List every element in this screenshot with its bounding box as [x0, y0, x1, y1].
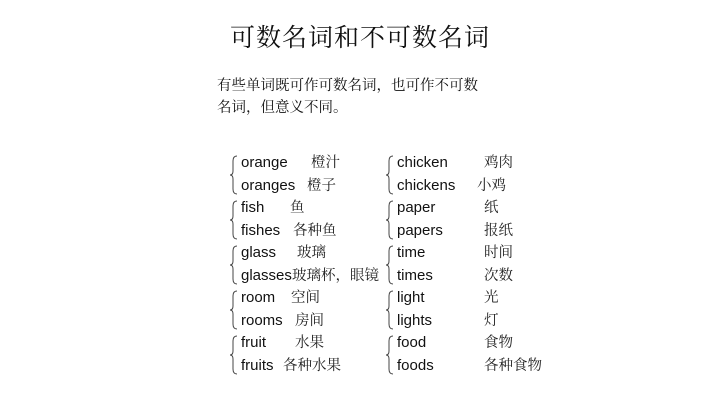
english-word: fruits [241, 356, 274, 374]
word-pair-fish [229, 197, 337, 242]
intro-line-2: 名词，但意义不同。 [217, 100, 348, 116]
chinese-meaning: 房间 [295, 312, 324, 329]
word-row [241, 332, 324, 355]
word-row [241, 152, 340, 175]
english-word: fishes [241, 221, 281, 239]
english-word: fish [241, 199, 265, 216]
word-row [397, 242, 513, 265]
word-pair-room [229, 287, 324, 332]
english-word: times [397, 266, 433, 284]
chinese-meaning: 空间 [291, 290, 320, 306]
chinese-meaning: 玻璃 [297, 245, 326, 261]
right-word-column [385, 152, 542, 377]
word-row [397, 332, 513, 355]
english-word: foods [397, 356, 434, 374]
word-pair-orange [229, 152, 340, 197]
chinese-meaning: 鱼 [290, 200, 305, 216]
chinese-meaning: 鸡肉 [484, 155, 513, 171]
chinese-meaning: 水果 [295, 335, 324, 351]
english-word: room [241, 289, 276, 306]
word-row [241, 310, 324, 333]
brace-icon [229, 200, 239, 240]
english-word: lights [397, 311, 433, 329]
english-word: light [397, 289, 425, 306]
english-word: time [397, 244, 426, 261]
english-word: rooms [241, 311, 283, 329]
brace-icon [229, 155, 239, 195]
word-row [397, 197, 499, 220]
word-row [397, 355, 542, 378]
word-row [397, 287, 499, 310]
english-word: chicken [397, 154, 448, 171]
english-word: chickens [397, 176, 456, 194]
chinese-meaning: 光 [484, 290, 499, 306]
chinese-meaning: 各种食物 [484, 357, 542, 374]
page-title: 可数名词和不可数名词 [229, 23, 490, 52]
brace-icon [385, 335, 395, 375]
chinese-meaning: 各种水果 [283, 357, 341, 374]
chinese-meaning: 报纸 [484, 222, 513, 239]
brace-icon [385, 200, 395, 240]
english-word: paper [397, 199, 436, 216]
word-row [241, 197, 305, 220]
chinese-meaning: 次数 [484, 267, 513, 284]
english-word: orange [241, 154, 288, 171]
chinese-meaning: 橙汁 [311, 155, 340, 171]
left-word-column [229, 152, 379, 377]
word-pair-food [385, 332, 542, 377]
brace-icon [385, 155, 395, 195]
intro-line-1: 有些单词既可作可数名词，也可作不可数 [217, 78, 478, 94]
chinese-meaning: 橙子 [307, 177, 336, 194]
word-row [241, 175, 336, 198]
word-row [241, 265, 379, 288]
chinese-meaning: 玻璃杯，眼镜 [292, 267, 379, 284]
english-word: fruit [241, 334, 267, 351]
brace-icon [385, 290, 395, 330]
word-row [241, 355, 341, 378]
chinese-meaning: 小鸡 [477, 177, 506, 194]
intro-text [217, 75, 478, 119]
word-pair-chicken [385, 152, 513, 197]
word-row [241, 287, 320, 310]
word-row [397, 152, 513, 175]
chinese-meaning: 各种鱼 [293, 222, 337, 239]
word-pair-fruit [229, 332, 341, 377]
chinese-meaning: 纸 [484, 200, 499, 216]
word-row [397, 175, 506, 198]
word-row [241, 220, 337, 243]
chinese-meaning: 时间 [484, 245, 513, 261]
english-word: glass [241, 244, 277, 261]
chinese-meaning: 食物 [484, 335, 513, 351]
brace-icon [385, 245, 395, 285]
english-word: oranges [241, 176, 296, 194]
brace-icon [229, 290, 239, 330]
brace-icon [229, 245, 239, 285]
word-pair-glass [229, 242, 379, 287]
english-word: food [397, 334, 427, 351]
word-pair-light [385, 287, 499, 332]
word-row [397, 310, 499, 333]
word-pair-paper [385, 197, 513, 242]
chinese-meaning: 灯 [484, 312, 499, 329]
brace-icon [229, 335, 239, 375]
english-word: glasses [241, 266, 292, 284]
word-pair-time [385, 242, 513, 287]
word-row [397, 220, 513, 243]
word-row [241, 242, 326, 265]
english-word: papers [397, 221, 443, 239]
word-row [397, 265, 513, 288]
